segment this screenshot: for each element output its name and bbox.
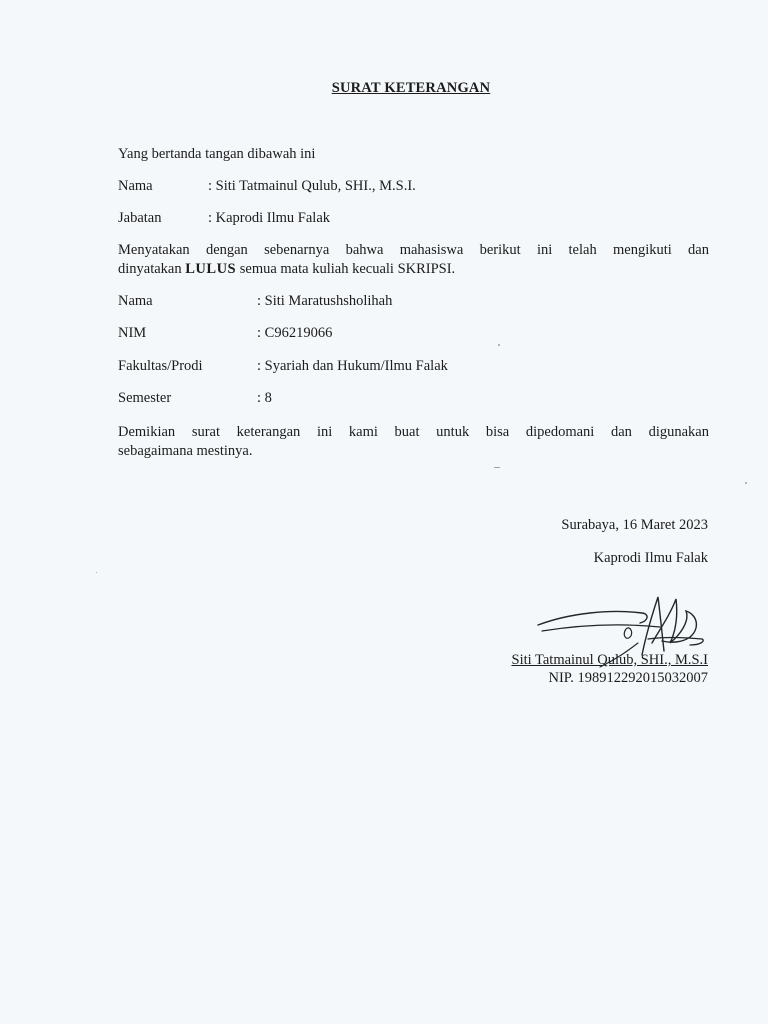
signer-name-label: Nama xyxy=(118,178,153,194)
scan-speck xyxy=(96,572,97,573)
student-name-label: Nama xyxy=(118,293,153,309)
signer-position-label: Jabatan xyxy=(118,210,162,226)
student-faculty-value: : Syariah dan Hukum/Ilmu Falak xyxy=(257,358,448,374)
signer-name-value: : Siti Tatmainul Qulub, SHI., M.S.I. xyxy=(208,178,416,194)
lulus-emphasis: LULUS xyxy=(185,261,237,277)
student-semester-value: : 8 xyxy=(257,390,272,406)
scan-speck xyxy=(498,344,500,346)
signer-nip: NIP. 198912292015032007 xyxy=(548,670,708,686)
statement-pre: dinyatakan xyxy=(118,261,186,277)
student-semester-label: Semester xyxy=(118,390,172,406)
statement-post: semua mata kuliah kecuali SKRIPSI. xyxy=(236,261,456,277)
student-nim-value: : C96219066 xyxy=(257,325,333,341)
student-name-value: : Siti Maratushsholihah xyxy=(257,293,393,309)
student-nim-label: NIM xyxy=(118,325,147,341)
place-date: Surabaya, 16 Maret 2023 xyxy=(561,517,708,533)
scan-speck xyxy=(494,467,500,468)
statement-line-1: Menyatakan dengan sebenarnya bahwa mahasiswa berikut ini telah mengikuti dan xyxy=(118,242,709,258)
student-faculty-label: Fakultas/Prodi xyxy=(118,358,203,374)
signer-title: Kaprodi Ilmu Falak xyxy=(593,550,708,566)
signer-position-value: : Kaprodi Ilmu Falak xyxy=(208,210,331,226)
statement-line-2 xyxy=(118,260,709,279)
signer-full-name: Siti Tatmainul Qulub, SHI., M.S.I xyxy=(511,652,708,668)
closing-line-2: sebagaimana mestinya. xyxy=(118,443,253,459)
closing-line-1: Demikian surat keterangan ini kami buat untuk bisa dipedomani dan digunakan xyxy=(118,424,709,440)
scan-speck xyxy=(745,482,747,484)
letter-title: SURAT KETERANGAN xyxy=(331,80,491,96)
intro-text: Yang bertanda tangan dibawah ini xyxy=(118,146,316,162)
